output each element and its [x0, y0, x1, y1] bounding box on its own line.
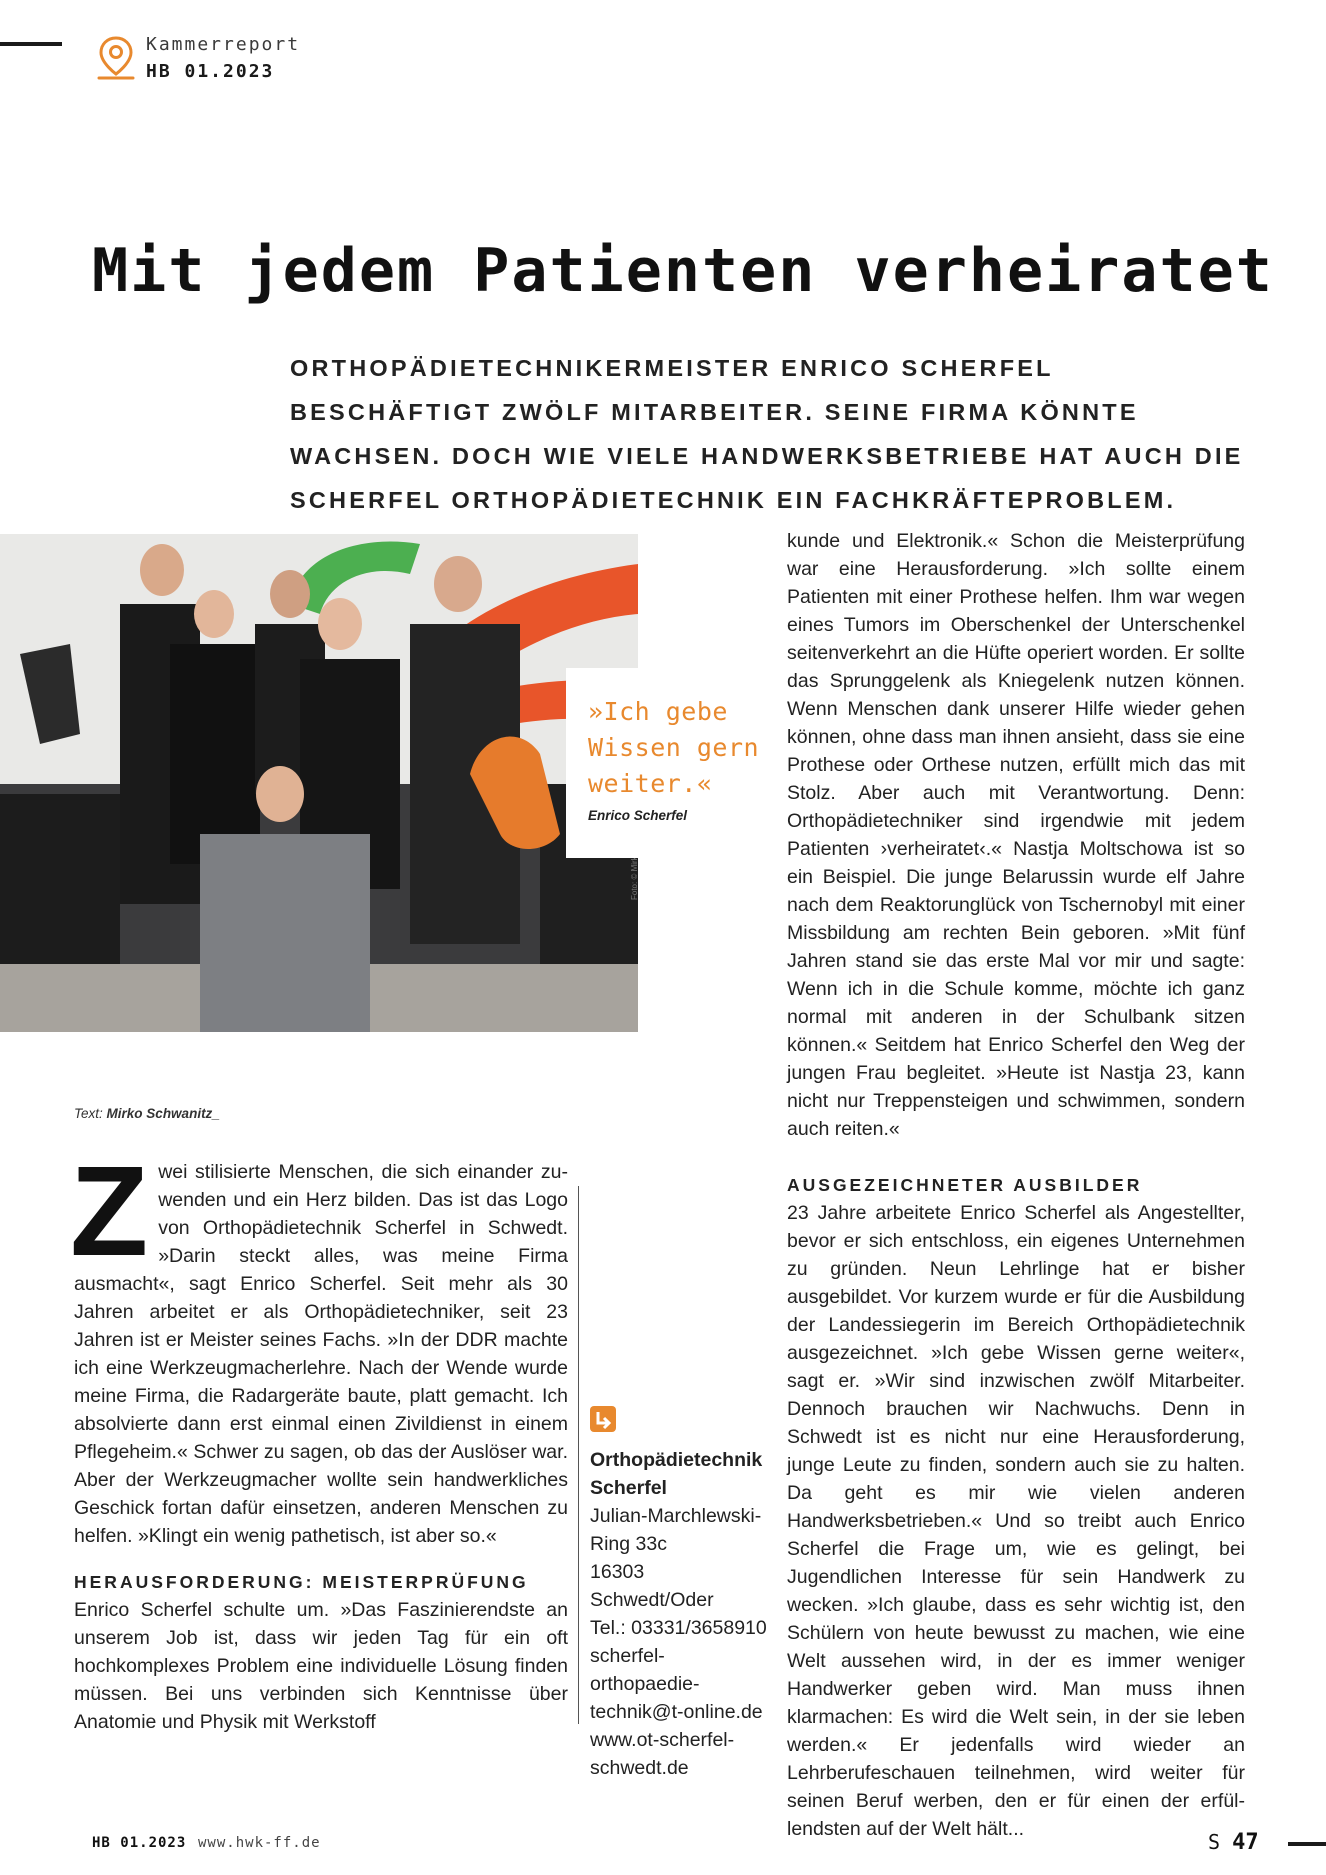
article-column-3 — [787, 527, 1245, 1843]
pull-quote-text: »Ich gebe Wissen gern weiter.« — [588, 697, 760, 798]
article-lead: ORTHOPÄDIETECHNIKERMEISTER ENRICO SCHERFEL BESCHÄFTIGT ZWÖLF MITARBEITER. SEINE FIRMA KÖNNTE WACHSEN. DOCH WIE VIELE HANDWERKSBETRIEBE HAT AUCH DIE SCHERFEL ORTHOPÄDIETECHNIK EIN FACHKRÄFTEPROBLEM. — [290, 355, 1244, 513]
pull-quote-author: Enrico Scherfel — [588, 808, 688, 823]
column-divider — [578, 1186, 579, 1724]
arrow-right-icon — [590, 1406, 616, 1432]
location-pin-icon — [96, 34, 136, 82]
text-credit-author: Mirko Schwanitz_ — [106, 1106, 220, 1121]
issue-label: HB 01.2023 — [146, 61, 275, 82]
article-title: Mit jedem Patienten verheiratet — [92, 236, 1274, 306]
subhead-meisterpruefung: HERAUSFORDERUNG: MEISTERPRÜFUNG — [74, 1572, 529, 1592]
text-credit-label: Text: — [74, 1106, 103, 1121]
company-name: Orthopädietechnik Scherfel — [590, 1449, 763, 1499]
page-number-value: 47 — [1232, 1830, 1259, 1855]
footer-url[interactable]: www.hwk-ff.de — [198, 1835, 321, 1851]
company-info-box — [590, 1406, 772, 1782]
team-photo — [0, 534, 638, 1032]
company-city: 16303 Schwedt/Oder — [590, 1561, 714, 1611]
footer-issue: HB 01.2023 — [92, 1835, 187, 1851]
company-email[interactable]: scherfel-orthopaedietechnik@t-online.de — [590, 1645, 763, 1723]
page-number — [1208, 1830, 1259, 1855]
paragraph-ausbilder: 23 Jahre arbeitete Enrico Scherfel als Angestellter, bevor er sich entschloss, ein eigenes Unternehmen zu gründen. Neun Lehrlinge hat er bisher ausgebildet. Vor kurzem wurde er für die Ausbildung der Landessiegerin im Bereich Orthopädietechnik ausgezeichnet. »Ich gebe Wissen gerne weiter«, sagt er. »Wir sind inzwischen zwölf Mitarbeiter. Dennoch brauchen wir Nachwuchs. Denn in Schwedt ist es nicht nur eine Herausforderung, junge Leute zu finden, sondern auch sie zu halten. Da geht es mir wie vielen anderen Handwerksbetrieben.« Und so treibt auch Enrico Scherfel die Frage um, wie es gelingt, bei Jugendlichen Interesse für sein Handwerk zu wecken. »Ich glaube, dass es sehr wichtig ist, den Schülern von heute bewusst zu machen, wie eine Welt aussehen wird, in der es immer weniger Handwerker geben wird. Man muss ihnen klarmachen: Es wird die Welt sein, in der sie leben werden.« Er jedenfalls wird wieder an Lehrberufeschauen teilnehmen, wird weiter für seinen Beruf werben, den er für einen der erfüllendsten auf der Welt hält... — [787, 1202, 1245, 1840]
header-rule — [0, 42, 62, 46]
pull-quote — [566, 668, 778, 858]
company-website[interactable]: www.ot-scherfel-schwedt.de — [590, 1729, 735, 1779]
footer-rule — [1288, 1842, 1326, 1846]
company-phone: Tel.: 03331/3658910 — [590, 1617, 767, 1639]
paragraph-meisterpruefung: Enrico Scherfel schulte um. »Das Faszinierendste an unserem Job ist, dass wir jeden Tag für ein oft hochkomplexes Problem eine individuelle Lösung finden müssen. Bei uns verbinden sich Kenntnisse über Anatomie und Physik mit Werkstoff — [74, 1599, 568, 1733]
article-column-1 — [70, 1140, 568, 1736]
paragraph-intro: wei stilisierte Menschen, die sich einander zuwenden und ein Herz bilden. Das ist das Logo von Orthopädietechnik Scherfel in Schwedt. »Darin steckt alles, was meine Firma ausmacht«, sagt Enrico Scherfel. Seit mehr als 30 Jahren arbeitet er als Orthopädietechniker, seit 23 Jahren ist er Meister seines Fachs. »In der DDR machte ich eine Werkzeugmacherlehre. Nach der Wende wurde meine Firma, die Radargeräte baute, platt gemacht. Ich absolvierte dann erst einmal einen Zivildienst in einem Pflegeheim.« Schwer zu sagen, ob das der Auslöser war. Aber der Werkzeugmacher wollte sein handwerkliches Geschick fortan dafür einsetzen, anderen Menschen zu helfen. »Klingt ein wenig pathetisch, ist aber so.« — [74, 1161, 568, 1547]
text-credit — [74, 1106, 220, 1121]
subhead-ausbilder: AUSGEZEICHNETER AUSBILDER — [787, 1175, 1143, 1195]
page-prefix: S — [1208, 1830, 1221, 1854]
drop-cap: Z — [70, 1140, 149, 1283]
paragraph-prothese: kunde und Elektronik.« Schon die Meisterprüfung war eine Herausforderung. »Ich sollte einem Patienten mit einer Prothese helfen. Ihm war wegen eines Tumors im Oberschenkel der Unterschenkel seitenverkehrt an die Hüfte operiert worden. Er sollte das Sprunggelenk als Kniegelenk nutzen können. Wenn Menschen dank unserer Hilfe wieder gehen können, ohne dass man ihnen ansieht, dass sie eine Prothese oder Orthese nutzen, erfüllt mich das mit Stolz. Aber auch mit Verantwortung. Denn: Orthopädietechniker sind irgendwie mit jedem Patienten ›verheiratet‹.« Nastja Moltschowa ist so ein Beispiel. Die junge Belarussin wurde elf Jahre nach dem Reaktorunglück von Tschernobyl mit einer Missbildung am rechten Bein geboren. »Mit fünf Jahren stand sie das erste Mal vor mir und sagte: Wenn ich in die Schule komme, möchte ich ganz normal mit anderen in der Schulbank sitzen können.« Seitdem hat Enrico Scherfel den Weg der jungen Frau begleitet. »Heute ist Nastja 23, kann nicht nur Treppensteigen und schwimmen, sondern auch reiten.« — [787, 530, 1245, 1140]
section-label: Kammerreport — [146, 34, 301, 55]
company-street: Julian-Marchlewski-Ring 33c — [590, 1505, 762, 1555]
